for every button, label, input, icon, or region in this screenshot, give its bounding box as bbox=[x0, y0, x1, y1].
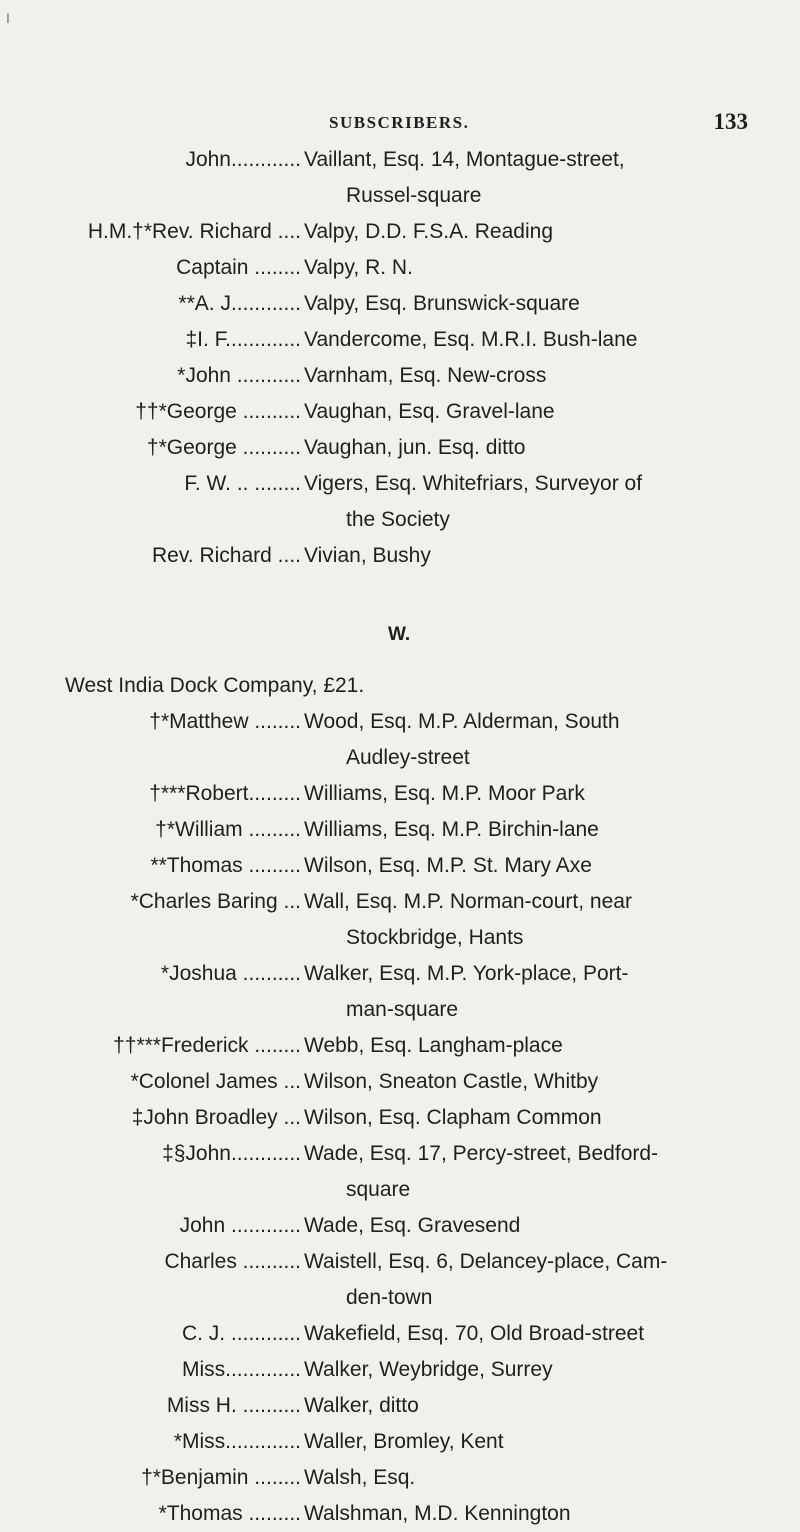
entry-line bbox=[0, 812, 800, 848]
entry-line bbox=[0, 250, 800, 286]
given-name: H.M.†*Rev. Richard .... bbox=[87, 220, 301, 243]
subscriber-entry bbox=[0, 776, 800, 812]
subscriber-entry bbox=[0, 250, 800, 286]
given-name: *Thomas ......... bbox=[158, 1502, 301, 1525]
given-name: ††***Frederick ........ bbox=[113, 1034, 301, 1057]
surname-details: Wade, Esq. 17, Percy-street, Bedford- bbox=[304, 1142, 659, 1165]
subscriber-entry bbox=[0, 704, 800, 776]
entry-line bbox=[0, 466, 800, 502]
entry-line bbox=[0, 142, 800, 178]
entry-line bbox=[0, 214, 800, 250]
given-name: †***Robert......... bbox=[149, 782, 301, 805]
surname-details: Vaillant, Esq. 14, Montague-street, bbox=[304, 148, 625, 171]
subscriber-entry bbox=[0, 956, 800, 1028]
section-heading: W. bbox=[388, 624, 411, 645]
surname-details: Varnham, Esq. New-cross bbox=[304, 364, 547, 387]
surname-details: Webb, Esq. Langham-place bbox=[304, 1034, 563, 1057]
subscriber-entry bbox=[0, 1316, 800, 1352]
given-name: †*Benjamin ........ bbox=[141, 1466, 301, 1489]
entry-continuation-line bbox=[0, 920, 800, 956]
given-name: Miss H. .......... bbox=[166, 1394, 301, 1417]
given-name: **A. J............ bbox=[178, 292, 301, 315]
subscriber-entry bbox=[0, 1208, 800, 1244]
subscriber-entry bbox=[0, 1100, 800, 1136]
surname-details: Williams, Esq. M.P. Birchin-lane bbox=[304, 818, 599, 841]
surname-details: Vandercome, Esq. M.R.I. Bush-lane bbox=[304, 328, 638, 351]
subscriber-entry bbox=[0, 848, 800, 884]
surname-details: Walker, Esq. M.P. York-place, Port- bbox=[304, 962, 629, 985]
address-continuation: Audley-street bbox=[346, 746, 470, 769]
entry-line bbox=[0, 1136, 800, 1172]
subscriber-entry bbox=[0, 286, 800, 322]
given-name: C. J. ............ bbox=[181, 1322, 301, 1345]
surname-details: Waller, Bromley, Kent bbox=[304, 1430, 504, 1453]
entry-line bbox=[0, 956, 800, 992]
subscriber-entry bbox=[0, 214, 800, 250]
subscriber-entry bbox=[0, 1244, 800, 1316]
company-entry: West India Dock Company, £21. bbox=[65, 674, 365, 697]
subscriber-entry bbox=[0, 1064, 800, 1100]
entry-line bbox=[0, 1208, 800, 1244]
surname-details: Valpy, Esq. Brunswick-square bbox=[304, 292, 580, 315]
entry-line bbox=[0, 1064, 800, 1100]
given-name: Charles .......... bbox=[164, 1250, 301, 1273]
entry-line bbox=[0, 884, 800, 920]
entry-line bbox=[0, 848, 800, 884]
running-title: SUBSCRIBERS. bbox=[329, 113, 470, 132]
given-name: John............ bbox=[185, 148, 301, 171]
given-name: †*Matthew ........ bbox=[149, 710, 301, 733]
entry-line bbox=[0, 1316, 800, 1352]
entry-line bbox=[0, 1352, 800, 1388]
given-name: Rev. Richard .... bbox=[152, 544, 301, 567]
entry-line bbox=[0, 1388, 800, 1424]
subscriber-entry bbox=[0, 1028, 800, 1064]
subscriber-entry bbox=[0, 358, 800, 394]
entry-line bbox=[0, 538, 800, 574]
given-name: *Colonel James ... bbox=[130, 1070, 301, 1093]
entry-line bbox=[0, 1496, 800, 1532]
entry-continuation-line bbox=[0, 1172, 800, 1208]
given-name: *John ........... bbox=[177, 364, 301, 387]
surname-details: Wilson, Esq. Clapham Common bbox=[304, 1106, 602, 1129]
given-name: **Thomas ......... bbox=[150, 854, 301, 877]
given-name: *Charles Baring ... bbox=[130, 890, 301, 913]
entry-continuation-line bbox=[0, 178, 800, 214]
given-name: ‡§John............ bbox=[162, 1142, 301, 1165]
given-name: ‡I. F............. bbox=[185, 328, 301, 351]
entry-line bbox=[0, 394, 800, 430]
surname-details: Walsh, Esq. bbox=[304, 1466, 416, 1489]
surname-details: Walker, Weybridge, Surrey bbox=[304, 1358, 553, 1381]
address-continuation: the Society bbox=[346, 508, 450, 531]
subscriber-entry bbox=[0, 812, 800, 848]
address-continuation: square bbox=[346, 1178, 411, 1201]
address-continuation: Stockbridge, Hants bbox=[346, 926, 524, 949]
address-continuation: man-square bbox=[346, 998, 459, 1021]
surname-details: Wilson, Esq. M.P. St. Mary Axe bbox=[304, 854, 592, 877]
given-name: Captain ........ bbox=[176, 256, 301, 279]
given-name: *Miss............. bbox=[173, 1430, 301, 1453]
surname-details: Wade, Esq. Gravesend bbox=[304, 1214, 521, 1237]
given-name: †*George .......... bbox=[146, 436, 301, 459]
surname-details: Vigers, Esq. Whitefriars, Surveyor of bbox=[304, 472, 643, 495]
surname-details: Waistell, Esq. 6, Delancey-place, Cam- bbox=[304, 1250, 668, 1273]
given-name: F. W. .. ........ bbox=[184, 472, 301, 495]
given-name: Miss............. bbox=[181, 1358, 301, 1381]
subscriber-entry bbox=[0, 466, 800, 538]
subscriber-entry bbox=[0, 430, 800, 466]
address-continuation: den-town bbox=[346, 1286, 433, 1309]
subscriber-entry bbox=[0, 884, 800, 956]
subscriber-entry bbox=[0, 1496, 800, 1532]
surname-details: Vivian, Bushy bbox=[304, 544, 431, 567]
entry-line bbox=[0, 1460, 800, 1496]
page-edge-mark: I bbox=[6, 10, 10, 26]
surname-details: Vaughan, jun. Esq. ditto bbox=[304, 436, 526, 459]
entry-line bbox=[0, 358, 800, 394]
given-name: John ............ bbox=[179, 1214, 301, 1237]
entry-line bbox=[0, 704, 800, 740]
given-name: ‡John Broadley ... bbox=[131, 1106, 301, 1129]
surname-details: Valpy, R. N. bbox=[304, 256, 413, 279]
entry-line bbox=[0, 1100, 800, 1136]
surname-details: Williams, Esq. M.P. Moor Park bbox=[304, 782, 585, 805]
entry-line bbox=[0, 1424, 800, 1460]
surname-details: Valpy, D.D. F.S.A. Reading bbox=[304, 220, 553, 243]
subscriber-entry bbox=[0, 1424, 800, 1460]
surname-details: Vaughan, Esq. Gravel-lane bbox=[304, 400, 555, 423]
surname-details: Wakefield, Esq. 70, Old Broad-street bbox=[304, 1322, 645, 1345]
page-number: 133 bbox=[713, 109, 748, 134]
given-name: †*William ......... bbox=[155, 818, 301, 841]
address-continuation: Russel-square bbox=[346, 184, 482, 207]
entry-line bbox=[0, 286, 800, 322]
entry-continuation-line bbox=[0, 502, 800, 538]
entry-continuation-line bbox=[0, 1280, 800, 1316]
entry-line bbox=[0, 1028, 800, 1064]
subscriber-entry bbox=[0, 1352, 800, 1388]
surname-details: Walker, ditto bbox=[304, 1394, 419, 1417]
surname-details: Wood, Esq. M.P. Alderman, South bbox=[304, 710, 620, 733]
subscriber-entry bbox=[0, 1388, 800, 1424]
subscriber-entry bbox=[0, 142, 800, 214]
surname-details: Wilson, Sneaton Castle, Whitby bbox=[304, 1070, 599, 1093]
subscriber-entry bbox=[0, 394, 800, 430]
entry-line bbox=[0, 1244, 800, 1280]
running-head bbox=[0, 109, 800, 139]
subscriber-entry bbox=[0, 1136, 800, 1208]
entry-continuation-line bbox=[0, 740, 800, 776]
given-name: ††*George .......... bbox=[135, 400, 301, 423]
subscriber-entry bbox=[0, 538, 800, 574]
entry-line bbox=[0, 322, 800, 358]
given-name: *Joshua .......... bbox=[160, 962, 301, 985]
subscriber-entry bbox=[0, 322, 800, 358]
entry-continuation-line bbox=[0, 992, 800, 1028]
surname-details: Walshman, M.D. Kennington bbox=[304, 1502, 571, 1525]
subscriber-entry bbox=[0, 1460, 800, 1496]
entry-line bbox=[0, 430, 800, 466]
entry-line bbox=[0, 776, 800, 812]
surname-details: Wall, Esq. M.P. Norman-court, near bbox=[304, 890, 632, 913]
